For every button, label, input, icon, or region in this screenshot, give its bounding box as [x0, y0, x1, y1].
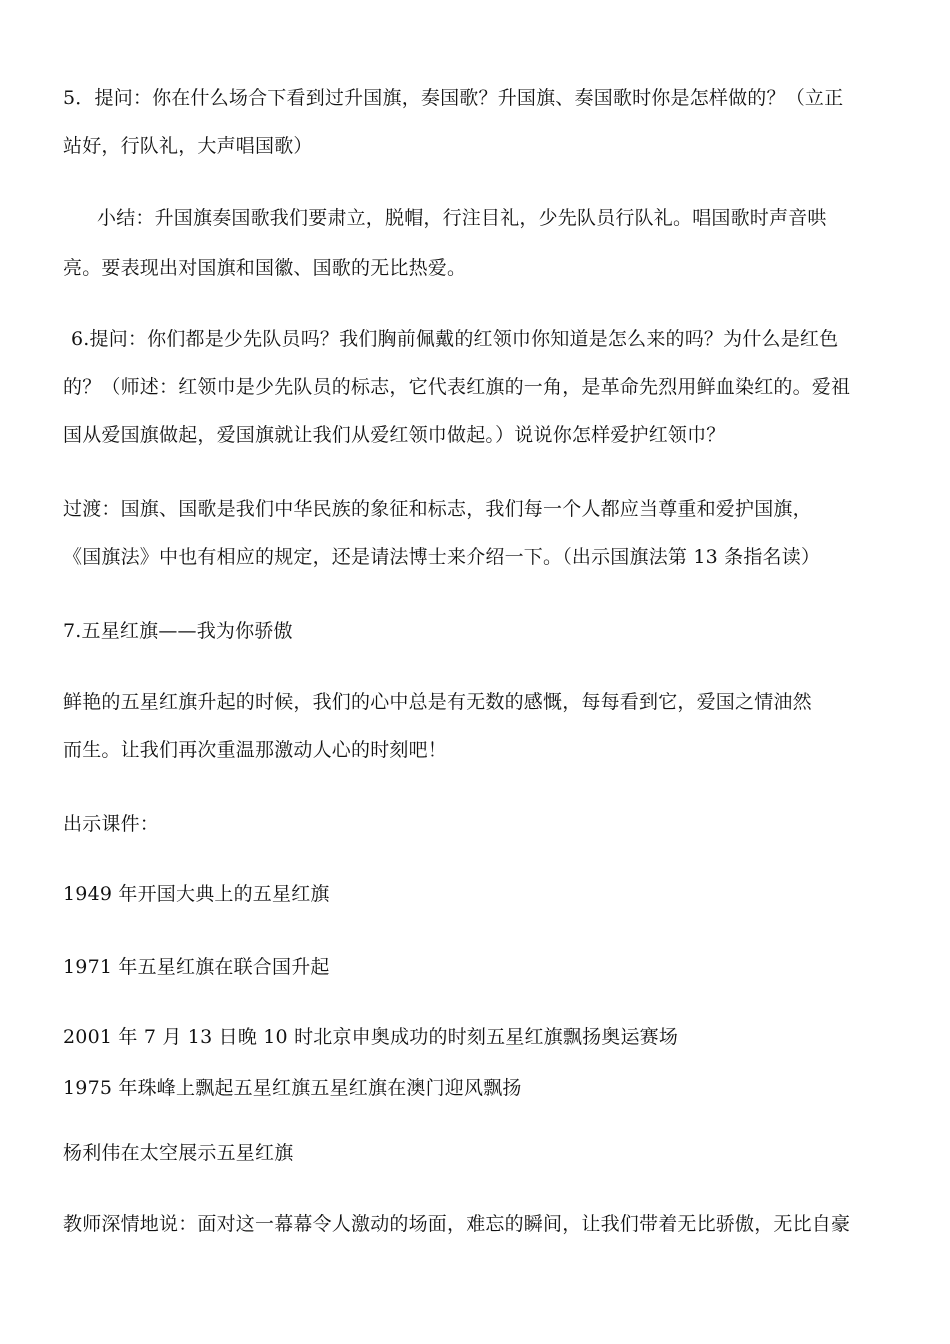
event-item: 2001 年 7 月 13 日晚 10 时北京申奥成功的时刻五星红旗飘扬奥运赛场 [63, 1026, 679, 1048]
event-item: 1975 年珠峰上飘起五星红旗五星红旗在澳门迎风飘扬 [63, 1077, 522, 1099]
closing-line: 教师深情地说：面对这一幕幕令人激动的场面，难忘的瞬间，让我们带着无比骄傲，无比自豪 [63, 1213, 851, 1235]
event-item: 杨利伟在太空展示五星红旗 [63, 1142, 294, 1164]
section-7-heading: 7.五星红旗——我为你骄傲 [63, 620, 293, 642]
summary-line-2: 亮。要表现出对国旗和国徽、国歌的无比热爱。 [63, 257, 467, 279]
courseware-label: 出示课件： [63, 813, 160, 835]
question-5-line-2: 站好，行队礼，大声唱国歌） [63, 135, 313, 157]
section-7-line-2: 而生。让我们再次重温那激动人心的时刻吧！ [63, 739, 448, 761]
summary-line-1: 小结：升国旗奏国歌我们要肃立，脱帽，行注目礼，少先队员行队礼。唱国歌时声音哄 [97, 207, 827, 229]
question-6-line-2: 的？（师述：红领巾是少先队员的标志，它代表红旗的一角，是革命先烈用鲜血染红的。爱祖 [63, 376, 851, 398]
question-6-line-1: 6.提问：你们都是少先队员吗？我们胸前佩戴的红领巾你知道是怎么来的吗？为什么是红色 [71, 328, 839, 350]
transition-line-2: 《国旗法》中也有相应的规定，还是请法博士来介绍一下。（出示国旗法第 13 条指名读） [63, 546, 821, 568]
question-5-line-1: 5．提问：你在什么场合下看到过升国旗，奏国歌？升国旗、奏国歌时你是怎样做的？（立正 [63, 87, 844, 109]
event-item: 1971 年五星红旗在联合国升起 [63, 956, 330, 978]
question-6-line-3: 国从爱国旗做起，爱国旗就让我们从爱红领巾做起。）说说你怎样爱护红领巾？ [63, 424, 726, 446]
event-item: 1949 年开国大典上的五星红旗 [63, 883, 330, 905]
section-7-line-1: 鲜艳的五星红旗升起的时候，我们的心中总是有无数的感慨，每每看到它，爱国之情油然 [63, 691, 812, 713]
transition-line-1: 过渡：国旗、国歌是我们中华民族的象征和标志，我们每一个人都应当尊重和爱护国旗， [63, 498, 812, 520]
